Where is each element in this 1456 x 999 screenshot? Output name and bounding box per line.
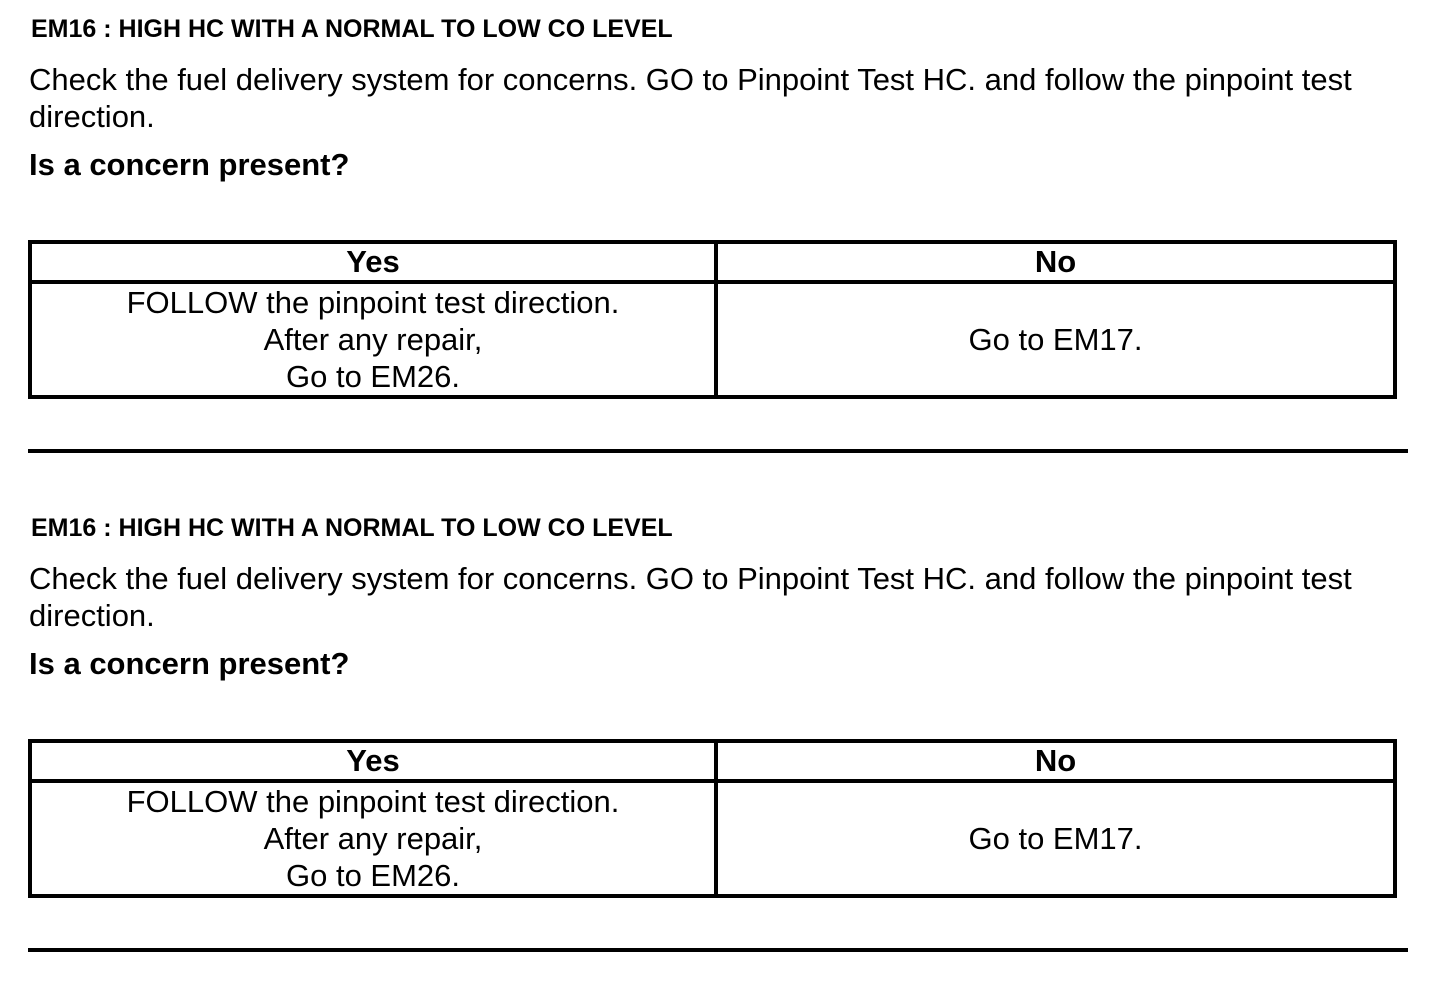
yes-header: Yes: [30, 242, 716, 282]
yes-line: FOLLOW the pinpoint test direction.: [126, 285, 620, 320]
no-header: No: [716, 242, 1395, 282]
table-header-row: [30, 741, 1395, 781]
yes-line: After any repair,: [263, 821, 483, 856]
table-header-row: [30, 242, 1395, 282]
decision-table: [28, 739, 1397, 898]
instruction-text: Check the fuel delivery system for concerns. GO to Pinpoint Test HC. and follow the pinpoint test direction.: [29, 561, 1352, 633]
table-row: [30, 282, 1395, 397]
no-cell: Go to EM17.: [716, 282, 1395, 397]
question-text: Is a concern present?: [29, 147, 350, 182]
question-text: Is a concern present?: [29, 646, 350, 681]
yes-cell: [30, 282, 716, 397]
yes-line: After any repair,: [263, 322, 483, 357]
decision-table: [28, 240, 1397, 399]
yes-header: Yes: [30, 741, 716, 781]
section-heading: EM16 : HIGH HC WITH A NORMAL TO LOW CO LEVEL: [31, 514, 673, 542]
no-cell: Go to EM17.: [716, 781, 1395, 896]
yes-line: Go to EM26.: [285, 858, 461, 893]
diagnostic-section: [0, 499, 1456, 999]
instruction-text: Check the fuel delivery system for concerns. GO to Pinpoint Test HC. and follow the pinpoint test direction.: [29, 62, 1352, 134]
no-header: No: [716, 741, 1395, 781]
section-heading: EM16 : HIGH HC WITH A NORMAL TO LOW CO LEVEL: [31, 15, 673, 43]
section-divider: [28, 948, 1408, 952]
section-divider: [28, 449, 1408, 453]
yes-line: FOLLOW the pinpoint test direction.: [126, 784, 620, 819]
yes-cell: [30, 781, 716, 896]
yes-line: Go to EM26.: [285, 359, 461, 394]
table-row: [30, 781, 1395, 896]
